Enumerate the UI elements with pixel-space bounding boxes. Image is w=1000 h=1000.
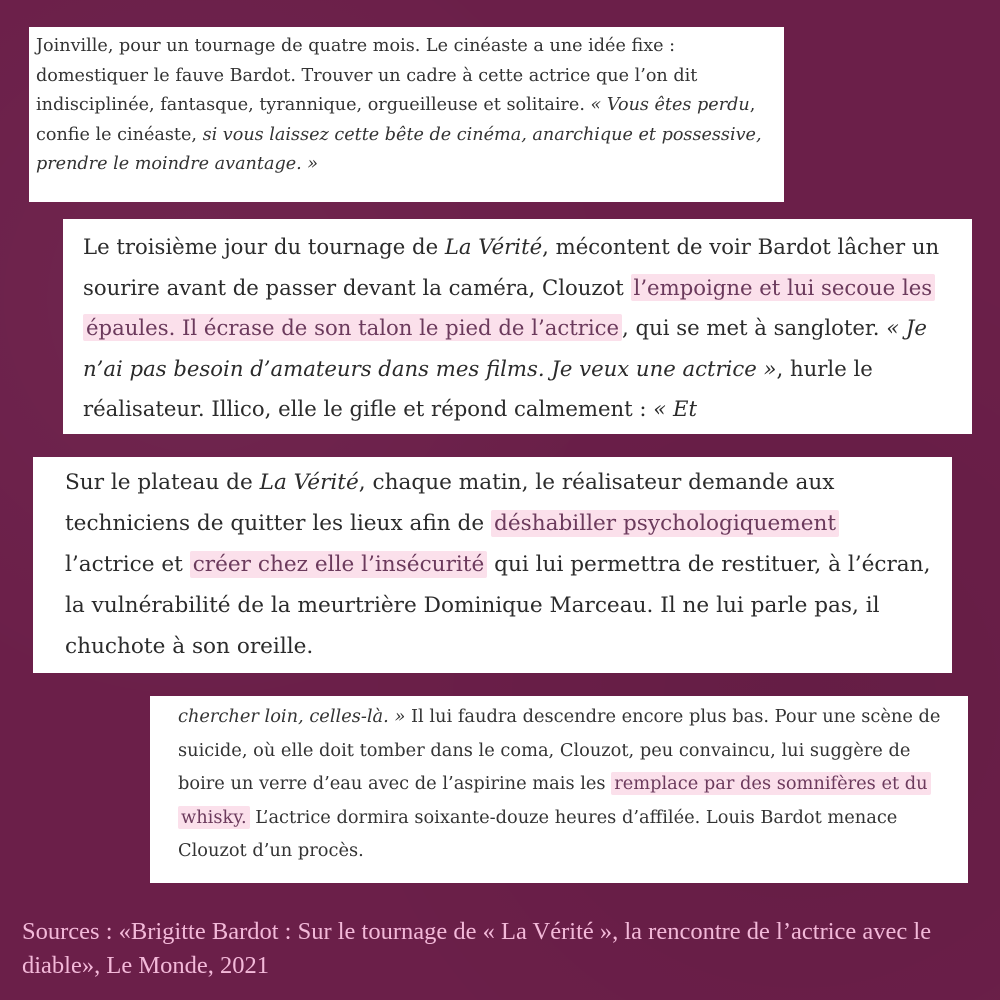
article-clipping-1 — [29, 27, 784, 202]
clipping-2-highlight: l’empoigne et lui secoue les épaules. Il écrase de son talon le pied de l’actrice — [83, 274, 935, 342]
clipping-2-ending: , hurle le réalisateur. Illico, elle le gifle et répond calmement : — [83, 355, 873, 421]
clipping-2-continuation: , qui se met à sangloter. — [622, 315, 887, 340]
clipping-3-text — [65, 462, 932, 667]
clipping-1-quote-a: « Vous êtes perdu — [590, 95, 750, 115]
clipping-2-body: , mécontent de voir Bardot lâcher un sourire avant de passer devant la caméra, Clouzot — [83, 234, 940, 300]
clipping-3-middle: l’actrice et — [65, 552, 190, 577]
clipping-4-quote-end: chercher loin, celles-là. » — [178, 706, 406, 727]
article-clipping-3 — [33, 457, 952, 673]
clipping-4-text — [178, 700, 952, 868]
clipping-3-intro: Sur le plateau de — [65, 470, 260, 495]
source-citation-text: Sources : «Brigitte Bardot : Sur le tournage de « La Vérité », la rencontre de l’actrice avec le diable», Le Monde, 2021 — [22, 918, 932, 979]
clipping-3-ending: qui lui permettra de restituer, à l’écran, la vulnérabilité de la meurtrière Dominique Marceau. Il ne lui parle pas, il chuchote à son oreille. — [65, 552, 931, 659]
clipping-1-quote-b: si vous laissez cette bête de cinéma, anarchique et possessive, prendre le moindre avantage. » — [36, 124, 762, 174]
clipping-3-highlight-2: créer chez elle l’insécurité — [190, 551, 488, 578]
clipping-3-body: , chaque matin, le réalisateur demande aux techniciens de quitter les lieux afin de — [65, 470, 835, 536]
clipping-1-mid: , confie le cinéaste, — [36, 95, 756, 145]
clipping-2-quote: « Je n’ai pas besoin d’amateurs dans mes films. Je veux une actrice » — [83, 315, 927, 381]
clipping-2-quote-start: « Et — [653, 396, 697, 421]
clipping-1-text — [36, 32, 778, 180]
clipping-4-ending: L’actrice dormira soixante-douze heures d’affilée. Louis Bardot menace Clouzot d’un procès. — [178, 806, 898, 861]
clipping-4-highlight: remplace par des somnifères et du whisky. — [178, 772, 931, 829]
clipping-2-text — [83, 227, 952, 430]
article-clipping-4 — [150, 696, 968, 883]
clipping-2-intro: Le troisième jour du tournage de — [83, 234, 445, 259]
clipping-4-body: Il lui faudra descendre encore plus bas. Pour une scène de suicide, où elle doit tomber dans le coma, Clouzot, peu convaincu, lui suggère de boire un verre d’eau avec de l’aspirine mais les — [178, 706, 941, 794]
clipping-2-film-title: La Vérité — [444, 234, 543, 259]
clipping-3-highlight-1: déshabiller psychologiquement — [491, 510, 839, 537]
source-citation — [22, 915, 982, 983]
clipping-1-body: Joinville, pour un tournage de quatre mois. Le cinéaste a une idée fixe : domestiquer le fauve Bardot. Trouver un cadre à cette actrice que l’on dit indisciplinée, fantasque, tyrannique, orgueilleuse et solitaire. — [36, 36, 698, 115]
clipping-3-film-title: La Vérité — [259, 470, 359, 495]
article-clipping-2 — [63, 219, 972, 434]
